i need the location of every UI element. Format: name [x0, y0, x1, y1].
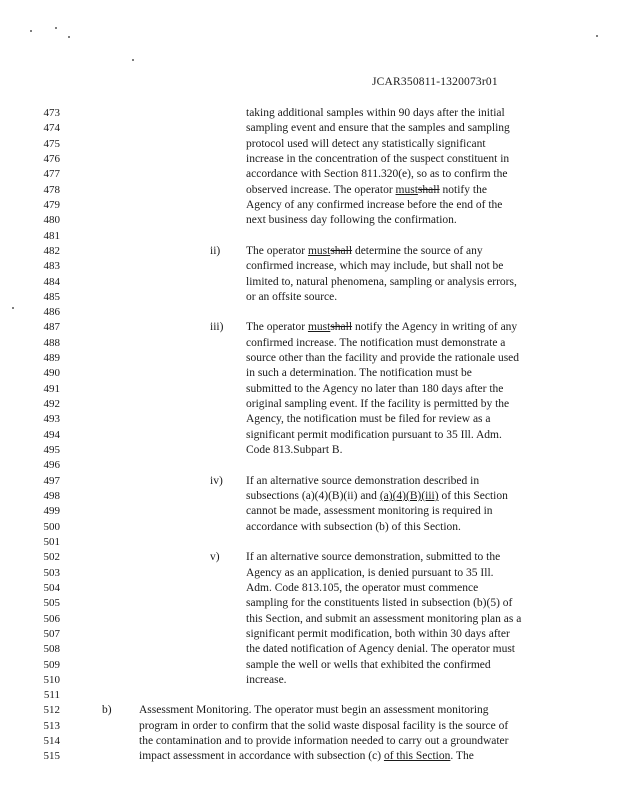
text-segment: protocol used will detect any statistically significant — [246, 137, 486, 150]
line-number: 482 — [43, 244, 60, 257]
text-line — [246, 183, 487, 197]
subsection-marker: iv) — [210, 474, 223, 487]
text-line — [246, 673, 287, 687]
text-line — [246, 244, 483, 258]
line-number: 486 — [43, 306, 60, 319]
line-number: 476 — [43, 152, 60, 165]
text-line — [246, 397, 509, 411]
line-number: 492 — [43, 398, 60, 411]
text-segment: increase. — [246, 673, 287, 686]
text-line — [246, 596, 512, 610]
line-number: 502 — [43, 551, 60, 564]
line-number: 500 — [43, 520, 60, 533]
line-number: 481 — [43, 229, 60, 242]
line-number: 494 — [43, 428, 60, 441]
line-number: 501 — [43, 535, 60, 548]
scan-speck — [30, 30, 32, 32]
line-number: 493 — [43, 413, 60, 426]
line-number: 498 — [43, 490, 60, 502]
line-number: 508 — [43, 643, 60, 656]
text-segment: or an offsite source. — [246, 290, 338, 303]
text-segment: in such a determination. The notification must be — [246, 367, 472, 380]
line-number: 515 — [43, 750, 60, 763]
text-segment: Adm. Code 813.105, the operator must commence — [246, 581, 479, 594]
text-segment: The operator — [246, 321, 308, 334]
text-segment: this Section, and submit an assessment monitoring plan as a — [246, 612, 522, 625]
text-segment: the dated notification of Agency denial. The operator must — [246, 643, 515, 656]
text-line — [246, 550, 500, 564]
scan-speck — [596, 35, 598, 37]
text-line — [246, 121, 510, 135]
text-segment: notify the Agency in writing of any — [352, 321, 518, 334]
text-line — [246, 412, 491, 426]
text-line — [246, 642, 515, 656]
text-segment: Code 813.Subpart B. — [246, 444, 343, 457]
inserted-text: must — [395, 183, 418, 196]
line-number: 512 — [43, 704, 60, 717]
text-line — [246, 382, 503, 396]
text-segment: confirmed increase. The notification must demonstrate a — [246, 336, 506, 349]
text-line — [246, 351, 519, 365]
line-number: 477 — [43, 168, 60, 181]
line-number: 484 — [43, 275, 60, 288]
line-number: 506 — [43, 612, 60, 625]
text-segment: of this Section — [438, 490, 508, 502]
text-line — [139, 734, 508, 748]
line-number: 510 — [43, 673, 60, 686]
line-number: 509 — [43, 658, 60, 671]
text-segment: program in order to confirm that the solid waste disposal facility is the source of — [139, 719, 509, 732]
text-segment: impact assessment in accordance with subsection (c) — [139, 750, 384, 763]
line-number: 503 — [43, 566, 60, 579]
text-line — [246, 474, 479, 488]
deleted-text: shall — [330, 244, 353, 257]
inserted-text: (a)(4)(B)(iii) — [379, 490, 439, 502]
line-number: 495 — [43, 444, 60, 457]
text-line — [246, 290, 337, 304]
line-number: 507 — [43, 627, 60, 640]
text-line — [246, 504, 493, 518]
text-line — [246, 137, 486, 151]
text-segment: source other than the facility and provide the rationale used — [246, 352, 520, 365]
text-segment: increase in the concentration of the suspect constituent in — [246, 152, 510, 165]
text-segment: accordance with Section 811.320(e), so as to confirm the — [246, 168, 508, 181]
text-line — [139, 749, 474, 763]
text-segment: submitted to the Agency no later than 180 days after the — [246, 382, 504, 395]
text-segment: If an alternative source demonstration described in — [246, 474, 480, 487]
text-line — [246, 259, 503, 273]
text-segment: subsections (a)(4)(B)(ii) and — [246, 490, 380, 502]
text-segment: Agency, the notification must be filed for review as a — [246, 413, 491, 426]
text-line — [246, 106, 505, 120]
text-line — [246, 489, 508, 503]
text-line — [246, 443, 342, 457]
text-line — [246, 612, 521, 626]
line-number: 487 — [43, 321, 60, 334]
text-segment: next business day following the confirmation. — [246, 214, 457, 227]
text-line — [246, 658, 491, 672]
line-number: 511 — [43, 689, 60, 702]
line-number: 478 — [43, 183, 60, 196]
line-number: 473 — [43, 107, 60, 119]
line-number: 475 — [43, 137, 60, 150]
line-number: 490 — [43, 367, 60, 380]
text-line — [246, 152, 509, 166]
scan-speck — [55, 27, 57, 29]
subsection-marker: v) — [210, 551, 220, 564]
subsection-marker: b) — [102, 704, 112, 717]
text-line — [246, 336, 505, 350]
line-number: 497 — [43, 474, 60, 487]
text-segment: determine the source of any — [352, 244, 483, 257]
text-line — [246, 366, 472, 380]
scan-speck — [12, 307, 14, 309]
text-segment: significant permit modification pursuant to 35 Ill. Adm. — [246, 428, 502, 441]
subsection-marker: ii) — [210, 244, 221, 257]
line-number: 504 — [43, 581, 60, 594]
scan-speck — [68, 36, 70, 38]
text-segment: observed increase. The operator — [246, 183, 396, 196]
line-number: 505 — [43, 597, 60, 610]
line-number: 488 — [43, 336, 60, 349]
text-segment: sample the well or wells that exhibited the confirmed — [246, 658, 491, 671]
text-segment: sampling event and ensure that the samples and sampling — [246, 122, 510, 135]
inserted-text: must — [307, 321, 331, 334]
deleted-text: shall — [417, 183, 440, 196]
line-number: 496 — [43, 459, 60, 472]
text-segment: notify the — [439, 183, 487, 196]
line-number: 480 — [43, 214, 60, 227]
text-segment: cannot be made, assessment monitoring is required in — [246, 505, 493, 518]
deleted-text: shall — [330, 321, 353, 334]
text-line — [246, 581, 478, 595]
text-segment: The operator — [246, 244, 308, 257]
text-segment: Assessment Monitoring. The operator must begin an assessment monitoring — [139, 704, 489, 717]
line-number: 491 — [43, 382, 60, 395]
text-segment: limited to, natural phenomena, sampling or analysis errors, — [246, 275, 517, 288]
text-segment: accordance with subsection (b) of this Section. — [246, 520, 461, 533]
text-segment: Agency of any confirmed increase before the end of the — [246, 198, 503, 211]
scan-speck — [132, 59, 134, 61]
inserted-text: must — [307, 244, 331, 257]
text-line — [246, 275, 517, 289]
inserted-text: of this Section — [383, 750, 451, 763]
line-number: 489 — [43, 352, 60, 365]
subsection-marker: iii) — [210, 321, 224, 334]
text-segment: If an alternative source demonstration, submitted to the — [246, 551, 501, 564]
text-segment: the contamination and to provide information needed to carry out a groundwater — [139, 735, 509, 748]
text-segment: sampling for the constituents listed in subsection (b)(5) of — [246, 597, 513, 610]
text-line — [139, 719, 508, 733]
line-number: 479 — [43, 198, 60, 211]
text-line — [246, 320, 517, 334]
text-line — [246, 428, 502, 442]
text-line — [246, 213, 457, 227]
text-segment: . The — [450, 750, 474, 763]
text-line — [246, 198, 502, 212]
text-segment: confirmed increase, which may include, but shall not be — [246, 260, 504, 273]
text-segment: taking additional samples within 90 days after the initial — [246, 107, 505, 119]
text-segment: Agency as an application, is denied pursuant to 35 Ill. — [246, 566, 494, 579]
line-number: 474 — [43, 122, 60, 135]
text-line — [139, 703, 489, 717]
text-segment: original sampling event. If the facility is permitted by the — [246, 398, 510, 411]
line-number: 485 — [43, 290, 60, 303]
document-id-header: JCAR350811-1320073r01 — [372, 76, 498, 88]
text-segment: significant permit modification, both within 30 days after — [246, 627, 510, 640]
line-number: 514 — [43, 735, 60, 748]
text-line — [246, 627, 510, 641]
line-number: 499 — [43, 505, 60, 518]
text-line — [246, 520, 461, 534]
text-line — [246, 566, 494, 580]
line-number: 513 — [43, 719, 60, 732]
text-line — [246, 167, 507, 181]
line-number: 483 — [43, 260, 60, 273]
